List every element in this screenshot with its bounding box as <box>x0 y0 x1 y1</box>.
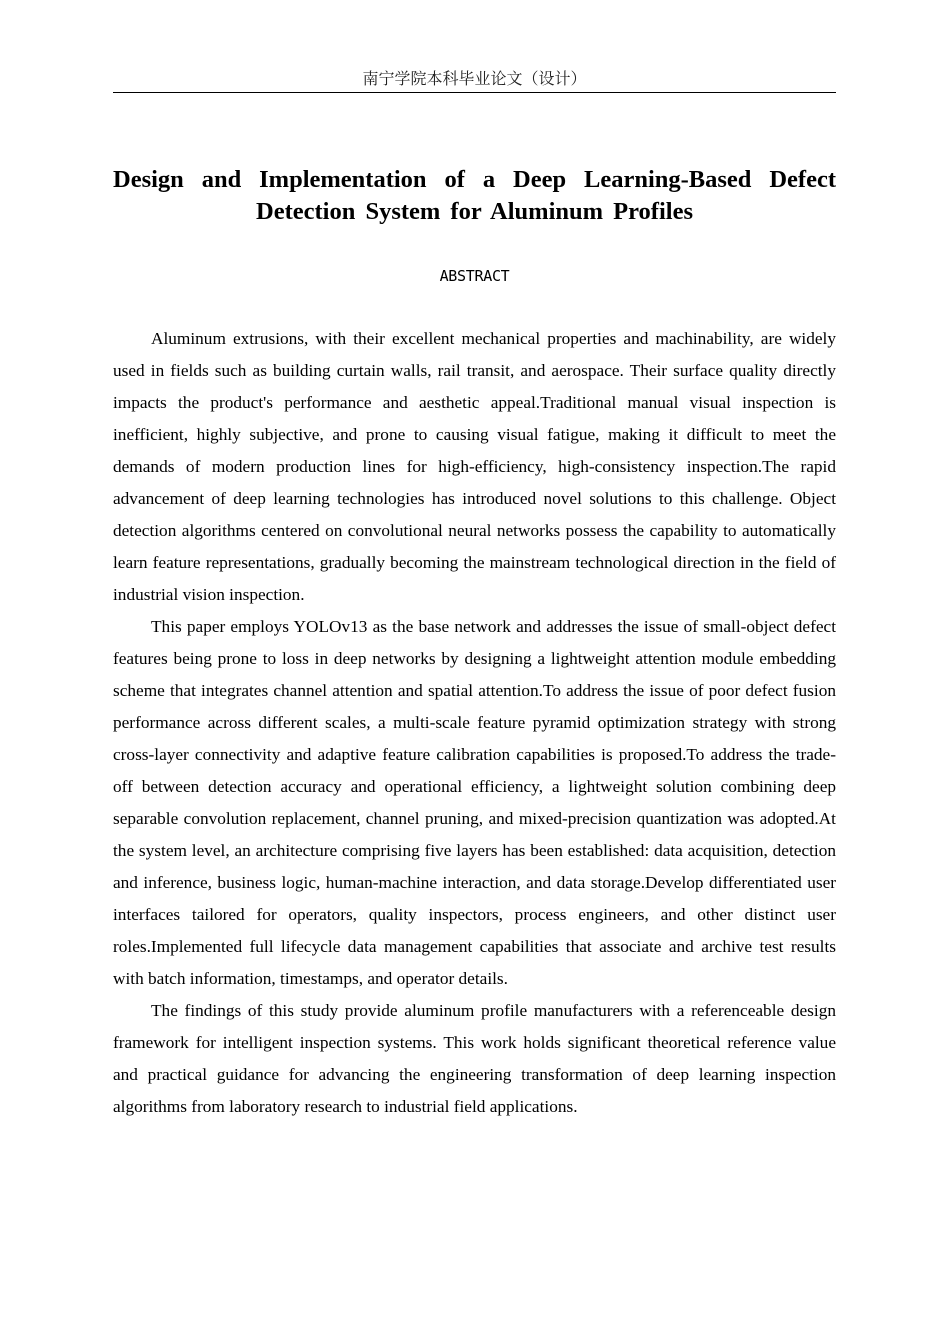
running-header: 南宁学院本科毕业论文（设计） <box>113 66 836 93</box>
abstract-paragraph-2: This paper employs YOLOv13 as the base network and addresses the issue of small-object defect features being prone to loss in deep networks by designing a lightweight attention module embedding scheme that integrates channel attention and spatial attention.To address the issue of poor defect fusion performance across different scales, a multi-scale feature pyramid optimization strategy with strong cross-layer connectivity and adaptive feature calibration capabilities is proposed.To address the trade-off between detection accuracy and operational efficiency, a lightweight solution combining deep separable convolution replacement, channel pruning, and mixed-precision quantization was adopted.At the system level, an architecture comprising five layers has been established: data acquisition, detection and inference, business logic, human-machine interaction, and data storage.Develop differentiated user interfaces tailored for operators, quality inspectors, process engineers, and other distinct user roles.Implemented full lifecycle data management capabilities that associate and archive test results with batch information, timestamps, and operator details. <box>113 617 836 988</box>
thesis-title: Design and Implementation of a Deep Learning-Based Defect Detection System for Aluminum Profiles <box>113 166 836 225</box>
abstract-body <box>113 323 836 1123</box>
abstract-heading: ABSTRACT <box>439 267 510 285</box>
abstract-paragraph-1: Aluminum extrusions, with their excellent mechanical properties and machinability, are widely used in fields such as building curtain walls, rail transit, and aerospace. Their surface quality directly impacts the product's performance and aesthetic appeal.Traditional manual visual inspection is inefficient, highly subjective, and prone to causing visual fatigue, making it difficult to meet the demands of modern production lines for high-efficiency, high-consistency inspection.The rapid advancement of deep learning technologies has introduced novel solutions to this challenge. Object detection algorithms centered on convolutional neural networks possess the capability to automatically learn feature representations, gradually becoming the mainstream technological direction in the field of industrial vision inspection. <box>113 329 836 604</box>
abstract-paragraph-3: The findings of this study provide aluminum profile manufacturers with a referenceable design framework for intelligent inspection systems. This work holds significant theoretical reference value and practical guidance for advancing the engineering transformation of deep learning inspection algorithms from laboratory research to industrial field applications. <box>113 1001 836 1116</box>
